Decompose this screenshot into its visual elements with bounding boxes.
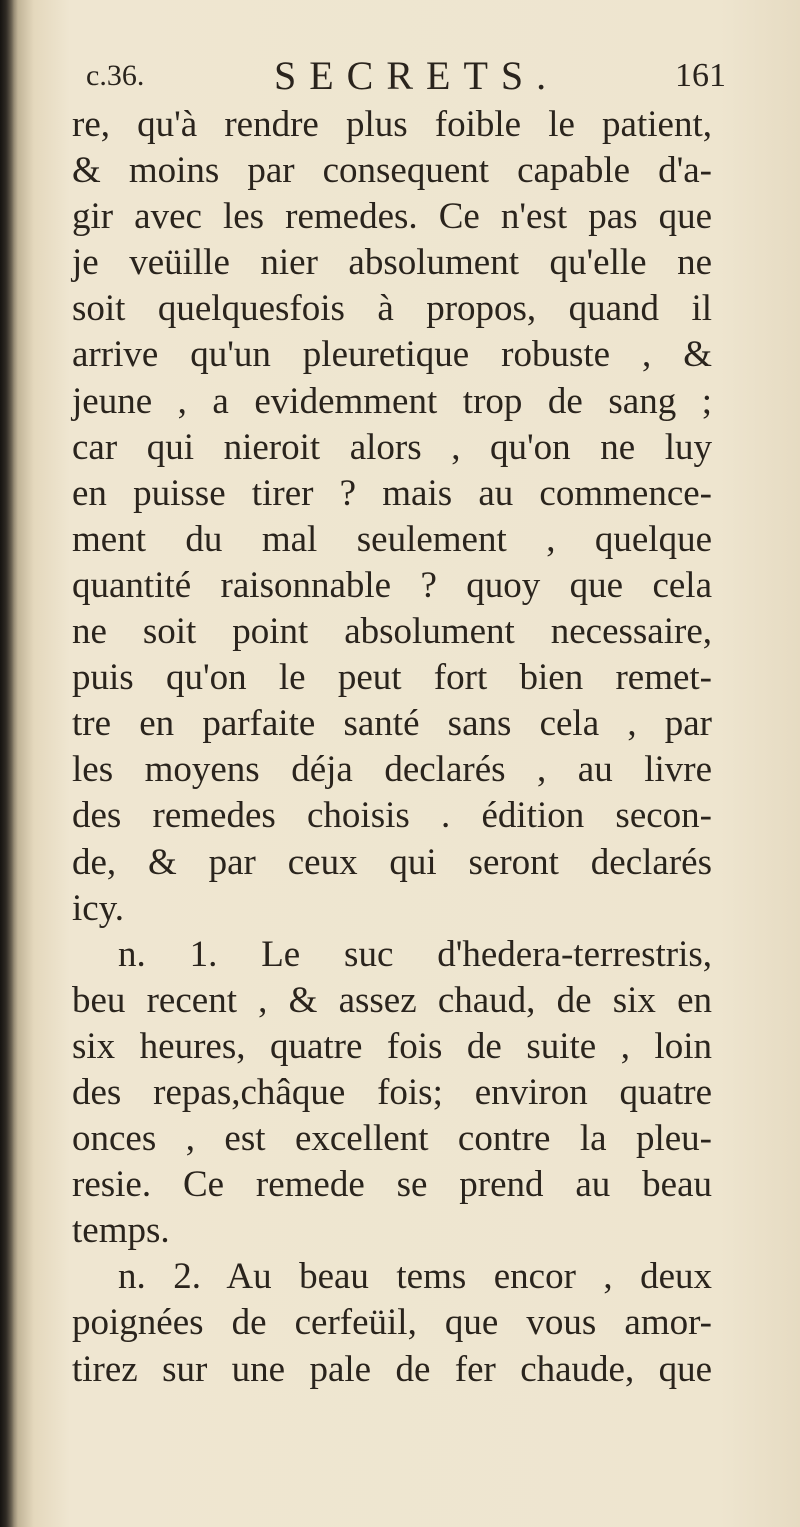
text-line: les moyens déja declarés , au livre	[72, 749, 712, 791]
text-line: resie. Ce remede se prend au beau	[72, 1164, 712, 1206]
body-text	[72, 102, 712, 1393]
text-line: gir avec les remedes. Ce n'est pas que	[72, 196, 712, 238]
text-line: tre en parfaite santé sans cela , par	[72, 703, 712, 745]
text-line: n. 1. Le suc d'hedera-terrestris,	[118, 933, 712, 975]
signature-mark: c.36.	[86, 59, 145, 92]
text-line: poignées de cerfeüil, que vous amor-	[72, 1302, 712, 1344]
text-line: tirez sur une pale de fer chaude, que	[72, 1348, 712, 1390]
text-line: beu recent , & assez chaud, de six en	[72, 979, 712, 1021]
text-line: puis qu'on le peut fort bien remet-	[72, 657, 712, 699]
text-line: n. 2. Au beau tems encor , deux	[118, 1256, 712, 1298]
text-line: arrive qu'un pleuretique robuste , &	[72, 334, 712, 376]
running-title: SECRETS.	[274, 53, 560, 98]
text-line: car qui nieroit alors , qu'on ne luy	[72, 426, 712, 468]
text-line: icy.	[72, 887, 125, 929]
text-line: re, qu'à rendre plus foible le patient,	[72, 104, 712, 145]
text-line: des remedes choisis . édition secon-	[72, 795, 712, 837]
running-header	[86, 50, 726, 102]
text-line: ment du mal seulement , quelque	[72, 518, 712, 560]
text-line: temps.	[72, 1210, 170, 1252]
text-line: jeune , a evidemment trop de sang ;	[72, 380, 712, 422]
text-line: soit quelquesfois à propos, quand il	[72, 288, 712, 330]
text-line: des repas,châque fois; environ quatre	[72, 1071, 712, 1113]
text-line: onces , est excellent contre la pleu-	[72, 1118, 712, 1160]
text-line: en puisse tirer ? mais au commence-	[72, 472, 712, 514]
text-line: six heures, quatre fois de suite , loin	[72, 1025, 712, 1067]
text-line: & moins par consequent capable d'a-	[72, 150, 712, 192]
text-line: de, & par ceux qui seront declarés	[72, 841, 712, 883]
binding-shadow	[0, 0, 18, 1527]
text-line: quantité raisonnable ? quoy que cela	[72, 564, 712, 606]
text-line: je veüille nier absolument qu'elle ne	[72, 242, 712, 284]
page-number: 161	[675, 57, 726, 94]
text-line: ne soit point absolument necessaire,	[72, 611, 712, 653]
